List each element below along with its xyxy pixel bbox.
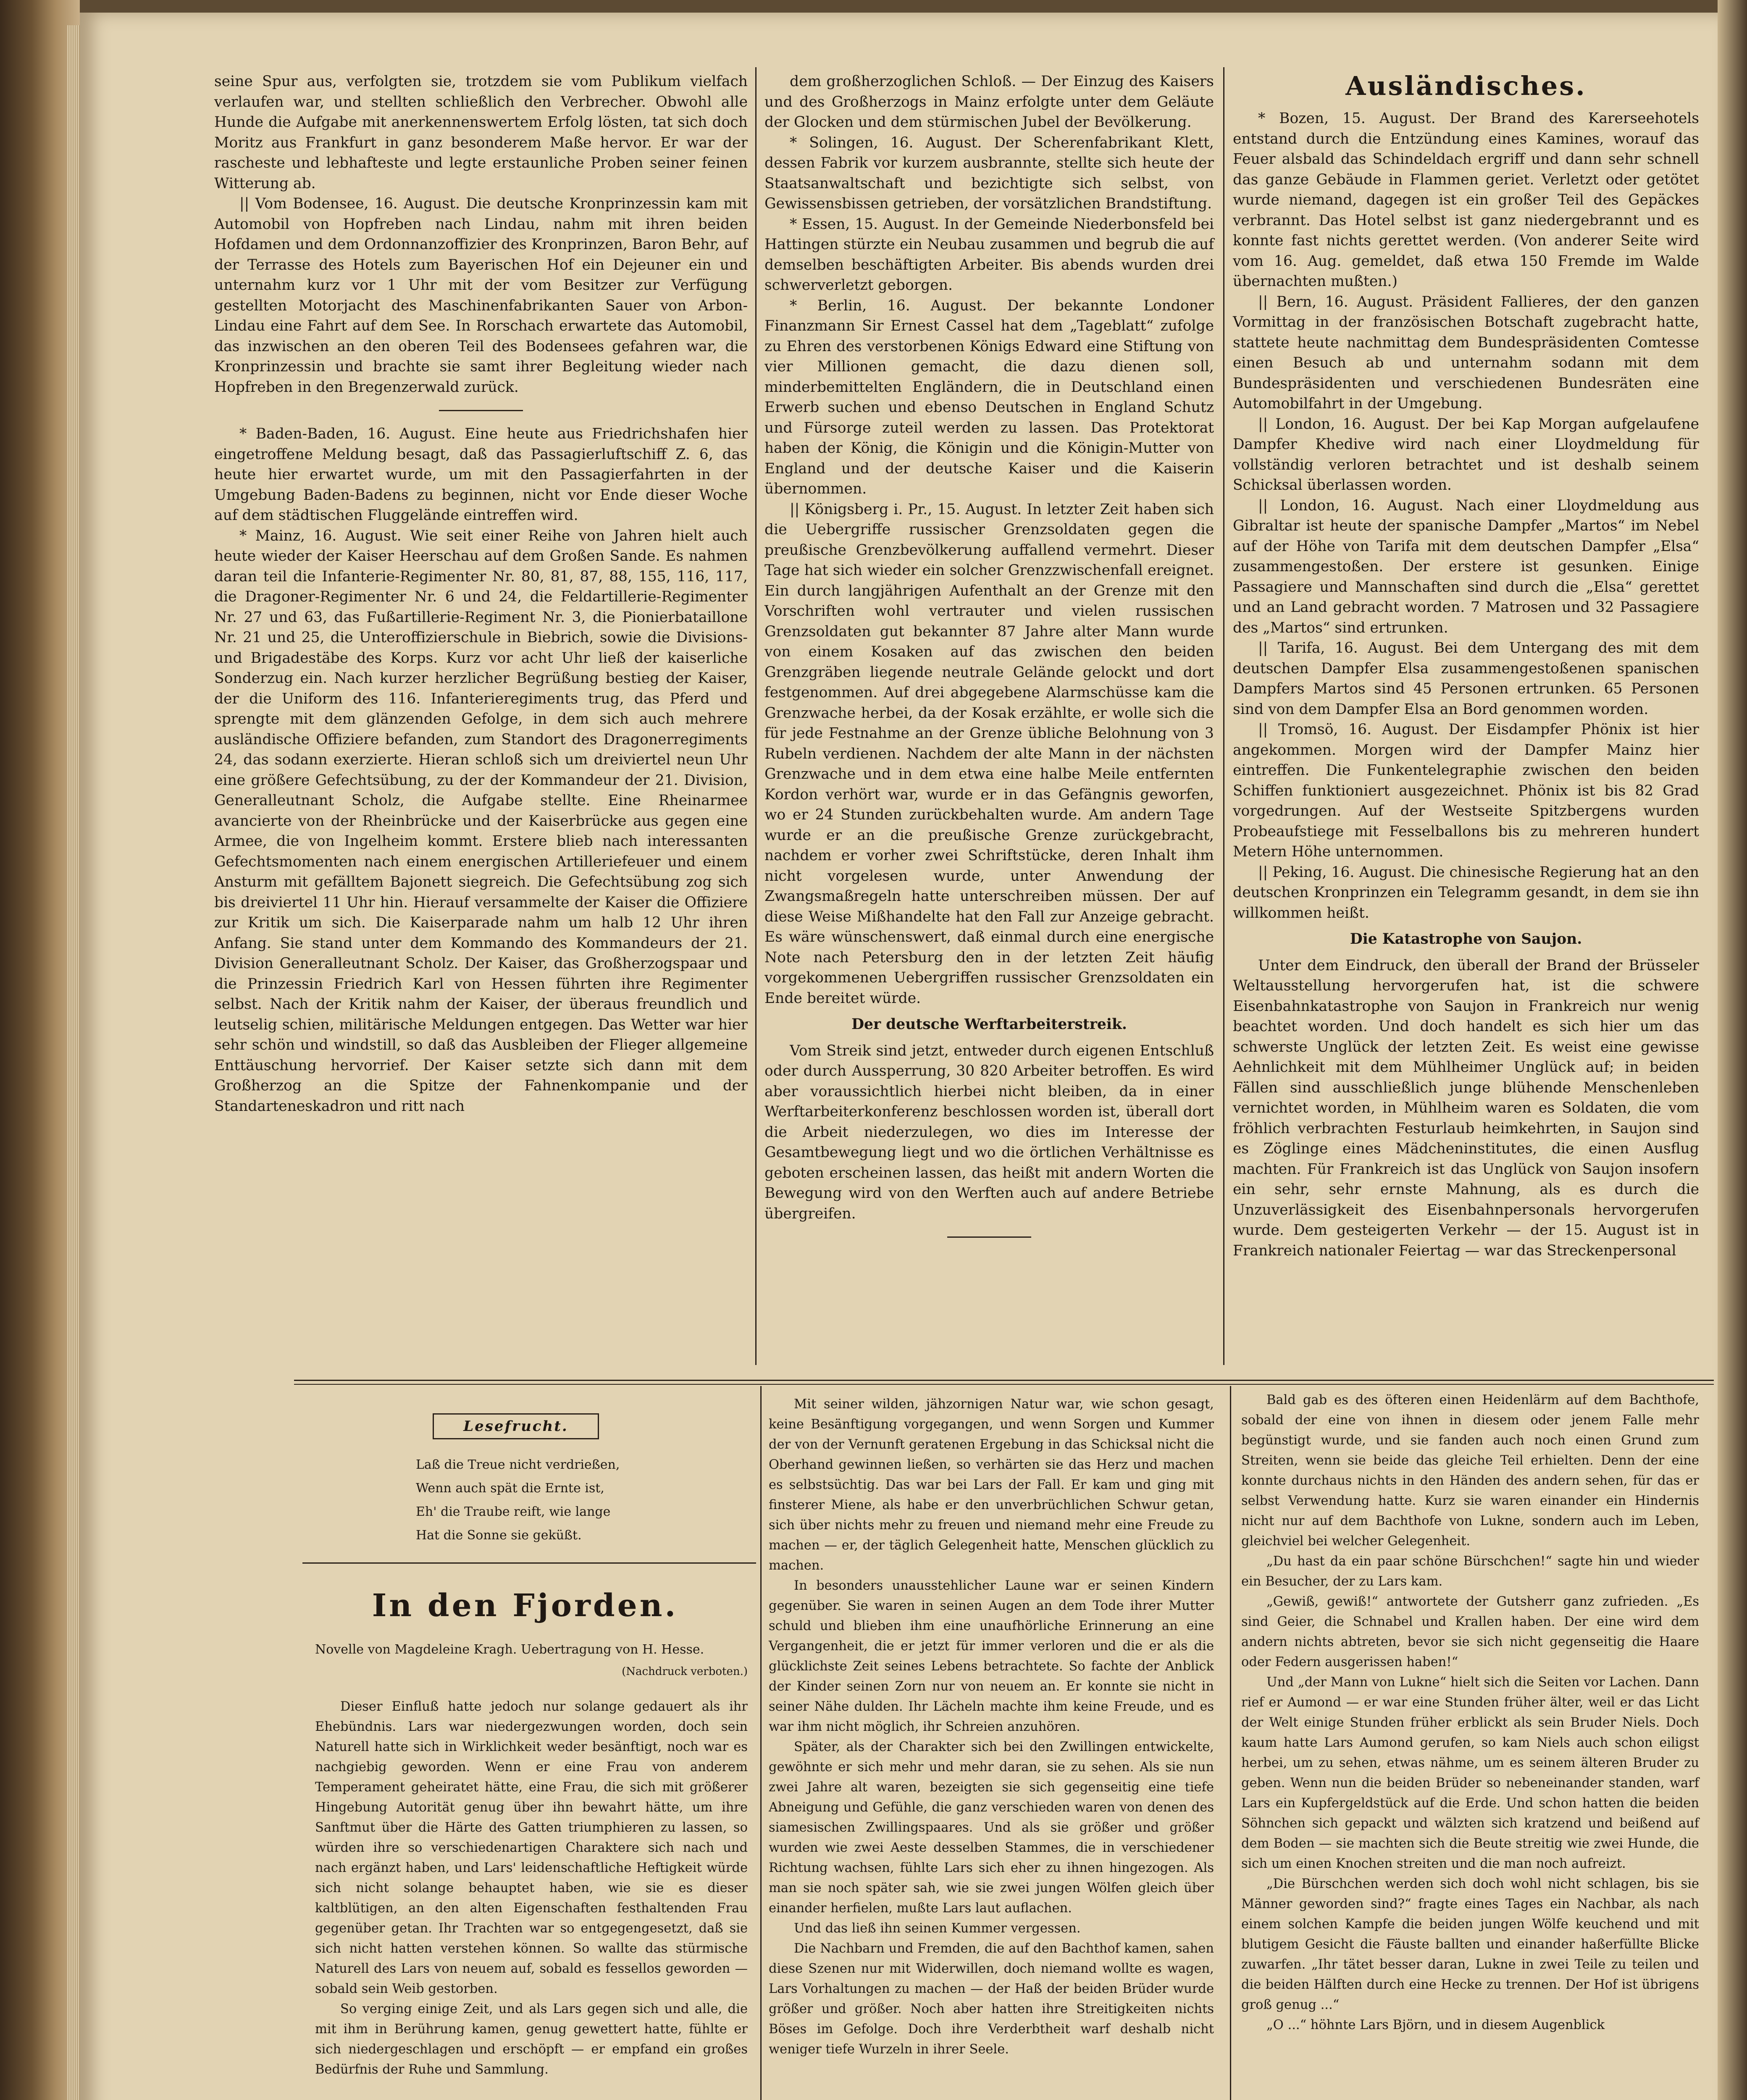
article-paragraph: Die Nachbarn und Fremden, die auf den Bachthof kamen, sahen diese Szenen nur mit Widerwillen, doch niemand wollte es wagen, Lars Vorhaltungen zu machen — der Haß der beiden Brüder wurde größer und größer. Noch aber hatten ihre Streitigkeiten nichts Böses im Gefolge. Doch ihre Verderbtheit warf deshalb nicht weniger tiefe Wurzeln in ihrer Seele. <box>769 1941 1214 2057</box>
story-column-2 <box>769 1394 1214 2060</box>
article-paragraph: || Bern, 16. August. Präsident Fallieres, der den ganzen Vormittag in der französischen Botschaft zugebracht hatte, stattete heute nachmittag dem Bundespräsidenten Comtesse einen Besuch ab und unternahm sodann mit dem Bundespräsidenten und verschiedenen Bundesräten eine Automobilfahrt in der Umgebung. <box>1233 293 1699 412</box>
section-heading-werftarbeiterstreik: Der deutsche Werftarbeiterstreik. <box>851 1016 1127 1033</box>
column-2 <box>764 71 1214 1250</box>
article-paragraph: * Bozen, 15. August. Der Brand des Karerseehotels entstand durch die Entzündung eines Kamines, worauf das Feuer alsbald das Schindeldach ergriff und dann sehr schnell das ganze Gebäude in Flammen geriet. Verletzt oder getötet wurde niemand, dagegen ist ein großer Teil des Gepäckes verbrannt. Das Hotel selbst ist ganz niedergebrannt und es konnte fast nichts gerettet werden. (Von anderer Seite wird vom 16. Aug. gemeldet, daß etwa 150 Fremde im Walde übernachten mußten.) <box>1233 110 1699 290</box>
article-paragraph: * Solingen, 16. August. Der Scherenfabrikant Klett, dessen Fabrik vor kurzem ausbrannte, stellte sich heute der Staatsanwaltschaft und bezichtigte sich selbst, von Gewissensbissen getrieben, der vorsätzlichen Brandstiftung. <box>764 134 1214 212</box>
story-title: In den Fjorden. <box>372 1588 678 1624</box>
poem-line: Wenn auch spät die Ernte ist, <box>416 1481 604 1496</box>
article-paragraph: || London, 16. August. Nach einer Lloydmeldung aus Gibraltar ist heute der spanische Dampfer „Martos“ im Nebel auf der Höhe von Tarifa mit dem deutschen Dampfer „Elsa“ zusammengestoßen. Der erstere ist gesunken. Einige Passagiere und Mannschaften sind durch die „Elsa“ gerettet und an Land gebracht worden. 7 Matrosen und 32 Passagiere des „Martos“ sind ertrunken. <box>1233 497 1699 636</box>
column-3 <box>1233 71 1699 1261</box>
section-title-auslaendisches: Ausländisches. <box>1345 71 1587 101</box>
article-paragraph: Bald gab es des öfteren einen Heidenlärm auf dem Bachthofe, sobald der eine von ihnen in diesem oder jenem Falle mehr begünstigt wurde, und sie fanden auch noch einen Grund zum Streiten, wenn sie beide das gleiche Teil erhielten. Denn der eine konnte durchaus nichts in den Händen des andern sehen, für das er selbst Verwendung hatte. Kurz sie waren einander ein Hindernis nicht nur auf dem Bachthofe von Lukne, sondern auch im Leben, gleichviel bei welcher Gelegenheit. <box>1241 1393 1699 1549</box>
story-byline: Novelle von Magdeleine Kragh. Uebertragung von H. Hesse. <box>315 1642 704 1657</box>
lesefrucht-title: Lesefrucht. <box>433 1413 599 1439</box>
feuilleton-separator <box>294 1380 1714 1381</box>
article-paragraph: In besonders unausstehlicher Laune war er seinen Kindern gegenüber. Sie waren in seinen Augen an dem Tode ihrer Mutter schuld und blieben ihm eine unaufhörliche Erinnerung an eine Vergangenheit, die er jetzt für immer verloren und die er als die glücklichste Zeit seines Lebens betrachtete. So fachte der Anblick der Kinder seinen Zorn nur von neuem an. Er konnte sie nicht in seiner Nähe dulden. Ihr Lächeln machte ihm keine Freude, und es war ihm nicht möglich, ihr Schreien anzuhören. <box>769 1578 1214 1734</box>
column-divider <box>760 1386 762 2100</box>
article-paragraph: Und „der Mann von Lukne“ hielt sich die Seiten vor Lachen. Dann rief er Aumond — er war eine Stunden früher älter, weil er das Licht der Welt einige Stunden früher erblickt als sein Bruder Niels. Doch kaum hatte Lars Aumond gerufen, so kam Niels auch schon eiligst herbei, um zu sehen, etwas nähme, um es seinem älteren Bruder zu geben. Wenn nun die beiden Brüder so nebeneinander standen, warf Lars ein Kupfergeldstück auf die Erde. Und schon hatten die beiden Söhnchen sich gepackt und wälzten sich kratzend und beißend auf dem Boden — sie machten sich die Beute streitig wie zwei Hunde, die sich um einen Knochen streiten und die man noch aufreizt. <box>1241 1675 1699 1871</box>
article-paragraph: seine Spur aus, verfolgten sie, trotzdem sie vom Publikum vielfach verlaufen war, und stellten schließlich den Verbrecher. Obwohl alle Hunde die Aufgabe mit anerkennenswertem Erfolg lösten, tat sich doch Moritz aus Frankfurt in ganz besonderem Maße hervor. Er war der rascheste und lebhafteste und legte erstaunliche Proben seiner feinen Witterung ab. <box>214 73 748 192</box>
article-paragraph: „Du hast da ein paar schöne Bürschchen!“ sagte hin und wieder ein Besucher, der zu Lars kam. <box>1241 1554 1699 1589</box>
article-paragraph: Unter dem Eindruck, den überall der Brand der Brüsseler Weltausstellung hervorgerufen hat, ist die schwere Eisenbahnkatastrophe von Saujon in Frankreich nur wenig beachtet worden. Und doch handelt es sich hier um das schwerste Unglück der letzten Zeit. Es weist eine gewisse Aehnlichkeit mit dem Mühlheimer Unglück auf; in beiden Fällen sind ausschließlich junge blühende Menschenleben vernichtet worden, in Mühlheim waren es Soldaten, die vom fröhlich verbrachten Festurlaub heimkehrten, in Saujon sind es Zöglinge eines Mädcheninstitutes, die einen Ausflug machten. Für Frankreich ist das Unglück von Saujon insofern ein sehr, sehr ernste Mahnung, als es durch die Unzuverlässigkeit des Eisenbahnpersonals hervorgerufen wurde. Dem gesteigerten Verkehr — der 15. August ist in Frankreich nationaler Feiertag — war das Streckenpersonal <box>1233 957 1699 1259</box>
column-1 <box>214 71 748 1116</box>
right-page-edge <box>1718 0 1747 2100</box>
column-divider <box>1230 1386 1231 2100</box>
article-paragraph: Und das ließ ihn seinen Kummer vergessen. <box>794 1921 1081 1936</box>
article-paragraph: * Berlin, 16. August. Der bekannte Londoner Finanzmann Sir Ernest Cassel hat dem „Tageblatt“ zufolge zu Ehren des verstorbenen Königs Edward eine Stiftung von vier Millionen gemacht, die dazu dienen soll, minderbemittelten Engländern, die in Deutschland einen Erwerb suchen und ebenso Deutschen in England Schutz und Fürsorge zuteil werden zu lassen. Das Protektorat haben der König, die Königin und die Königin-Mutter von England und der deutsche Kaiser und die Kaiserin übernommen. <box>764 297 1214 497</box>
poem <box>416 1453 710 1547</box>
article-paragraph: * Mainz, 16. August. Wie seit einer Reihe von Jahren hielt auch heute wieder der Kaiser Heerschau auf dem Großen Sande. Es nahmen daran teil die Infanterie-Regimenter Nr. 80, 81, 87, 88, 155, 116, 117, die Dragoner-Regimenter Nr. 6 und 24, die Feldartillerie-Regimenter Nr. 27 und 63, das Fußartillerie-Regiment Nr. 3, die Pionierbataillone Nr. 21 und 25, die Unteroffizierschule in Biebrich, sowie die Divisions- und Brigadestäbe des Korps. Kurz vor acht Uhr ließ der kaiserliche Sonderzug ein. Nach kurzer herzlicher Begrüßung bestieg der Kaiser, der die Uniform des 116. Infanterieregiments trug, das Pferd und sprengte mit dem glänzenden Gefolge, in dem sich auch mehrere ausländische Offiziere befanden, zum Standort des Dragonerregiments 24, das sodann exerzierte. Hieran schloß sich um dreiviertel neun Uhr eine größere Gefechtsübung, zu der der Kommandeur der 21. Division, Generalleutnant Scholz, die Aufgabe stellte. Eine Rheinarmee avancierte von der Rheinbrücke und der Kaiserbrücke aus gegen eine Armee, die von Ingelheim kommt. Erstere blieb nach interessanten Gefechtsmomenten nach einem energischen Artilleriefeuer und einem Ansturm mit gefälltem Bajonett siegreich. Die Gefechtsübung zog sich bis dreiviertel 11 Uhr hin. Hierauf versammelte der Kaiser die Offiziere zur Kritik um sich. Die Kaiserparade nahm um halb 12 Uhr ihren Anfang. Sie stand unter dem Kommando des Kommandeurs der 21. Division Generalleutnant Scholz. Der Kaiser, das Großherzogspaar und die Prinzessin Friedrich Karl von Hessen führten ihre Regimenter selbst. Nach der Kritik nahm der Kaiser, der überaus freundlich und leutselig schien, militärische Meldungen entgegen. Das Wetter war hier sehr schön und windstill, so daß das Ausbleiben der Flieger allgemeine Enttäuschung hervorrief. Der Kaiser setzte sich dann mit dem Großherzog an die Spitze der Fahnenkompanie und der Standarteneskadron und ritt nach <box>214 527 748 1115</box>
poem-line: Eh' die Traube reift, wie lange <box>416 1504 611 1519</box>
separator-rule <box>439 410 523 411</box>
article-paragraph: || Peking, 16. August. Die chinesische Regierung hat an den deutschen Kronprinzen ein Telegramm gesandt, in dem sie ihn willkommen heißt. <box>1233 864 1699 921</box>
article-paragraph: dem großherzoglichen Schloß. — Der Einzug des Kaisers und des Großherzogs in Mainz erfolgte unter dem Geläute der Glocken und dem stürmischen Jubel der Bevölkerung. <box>764 73 1214 131</box>
section-heading-saujon: Die Katastrophe von Saujon. <box>1350 931 1582 948</box>
article-paragraph: Vom Streik sind jetzt, entweder durch eigenen Entschluß oder durch Aussperrung, 30 820 Arbeiter betroffen. Es wird aber voraussichtlich hierbei nicht bleiben, da in einer Werftarbeiterkonferenz beschlossen worden ist, überall dort die Arbeit niederzulegen, wo dies im Interesse der Gesamtbewegung liegt und wo die örtlichen Verhältnisse es geboten erscheinen lassen, das heißt mit andern Worten die Bewegung wird von den Werften auch auf andere Betriebe übergreifen. <box>764 1042 1214 1222</box>
story-column-3 <box>1241 1390 1699 2035</box>
copyright-note: (Nachdruck verboten.) <box>622 1665 748 1678</box>
feuilleton-separator-thin <box>294 1384 1714 1385</box>
article-paragraph: Später, als der Charakter sich bei den Zwillingen entwickelte, gewöhnte er sich mehr und mehr daran, sie zu sehen. Als sie nun zwei Jahre alt waren, bezeigten sie sich gegenseitig eine tiefe Abneigung und Gefühle, die ganz verschieden waren von denen des siamesischen Zwillingspaares. Und als sie größer und größer wurden wie zwei Aeste desselben Stammes, die in verschiedener Richtung wachsen, fühlte Lars sich eher zu ihnen hingezogen. Als man sie noch später sah, wie sie zwei jungen Wölfen gleich über einander herfielen, mußte Lars laut auflachen. <box>769 1740 1214 1916</box>
column-divider <box>755 67 757 1365</box>
separator-rule <box>947 1236 1031 1238</box>
article-paragraph: || Königsberg i. Pr., 15. August. In letzter Zeit haben sich die Uebergriffe russischer Grenzsoldaten gegen die preußische Grenzbevölkerung auffallend vermehrt. Dieser Tage hat sich wieder ein solcher Grenzzwischenfall ereignet. Ein durch langjährigen Aufenthalt an der Grenze mit den Vorschriften wohl vertrauter und vielen russischen Grenzsoldaten gut bekannter 87 Jahre alter Mann wurde von einem Kosaken auf das zwischen den beiden Grenzgräben liegende neutrale Gelände gelockt und dort festgenommen. Auf drei abgegebene Alarmschüsse kam die Grenzwache herbei, da der Kosak erzählte, er wolle sich die für jede Festnahme an der Grenze übliche Belohnung von 3 Rubeln verdienen. Nachdem der alte Mann in der nächsten Grenzwache und in dem etwa eine halbe Meile entfernten Kordon verhört war, wurde er in das Gefängnis geworfen, wo er 24 Stunden zurückbehalten wurde. Am andern Tage wurde er an die preußische Grenze zurückgebracht, nachdem er vorher zwei Schriftstücke, deren Inhalt ihm nicht vorgelesen wurde, unter Anwendung der Zwangsmaßregeln hatte unterschreiben müssen. Der auf diese Weise Mißhandelte hat den Fall zur Anzeige gebracht. Es wäre wünschenswert, daß einmal durch eine energische Note nach Petersburg den in der letzten Zeit häufig vorgekommenen Uebergriffen russischer Grenzsoldaten ein Ende bereitet würde. <box>764 501 1214 1007</box>
poem-line: Hat die Sonne sie geküßt. <box>416 1528 582 1543</box>
article-paragraph: || Vom Bodensee, 16. August. Die deutsche Kronprinzessin kam mit Automobil von Hopfreben nach Lindau, nahm mit ihren beiden Hofdamen und dem Ordonnanzoffizier des Kronprinzen, Baron Behr, auf der Terrasse des Hotels zum Bayerischen Hof ein Dejeuner ein und unternahm kurz vor 1 Uhr mit der vom Besitzer zur Verfügung gestellten Motorjacht des Maschinenfabrikanten Sauer von Arbon-Lindau eine Fahrt auf dem See. In Rorschach erwartete das Automobil, das inzwischen an den oberen Teil des Bodensees gefahren war, die Kronprinzessin und brachte sie samt ihrer Begleitung wieder nach Hopfreben in den Bregenzerwald zurück. <box>214 195 748 396</box>
story-column-1 <box>315 1697 748 2080</box>
article-paragraph: || Tarifa, 16. August. Bei dem Untergang des mit dem deutschen Dampfer Elsa zusammengestoßenen spanischen Dampfers Martos sind 45 Personen ertrunken. 65 Personen sind von dem Dampfer Elsa an Bord genommen worden. <box>1233 640 1699 718</box>
column-divider <box>1223 67 1224 1365</box>
article-paragraph: „O ...“ höhnte Lars Björn, und in diesem Augenblick <box>1266 2018 1605 2032</box>
article-paragraph: „Die Bürschchen werden sich doch wohl nicht schlagen, bis sie Männer geworden sind?“ fragte eines Tages ein Nachbar, als nach einem solchen Kampfe die beiden jungen Wölfe keuchend und mit blutigem Gesicht die Fäuste ballten und einander haßerfüllte Blicke zuwarfen. „Ihr tätet besser daran, Lukne in zwei Teile zu teilen und die beiden Hälften durch eine Hecke zu trennen. Der Hof ist übrigens groß genug ...“ <box>1241 1877 1699 2012</box>
article-paragraph: Mit seiner wilden, jähzornigen Natur war, wie schon gesagt, keine Besänftigung vorgegangen, und wenn Sorgen und Kummer der von der Vernunft geratenen Ergebung in das Schicksal nicht die Oberhand gewinnen ließen, so verhärten sie das Herz und machen es selbstsüchtig. Das war bei Lars der Fall. Er kam und ging mit finsterer Miene, als habe er den unverbrüchlichen Schwur getan, sich über nichts mehr zu freuen und niemand mehr eine Freude zu machen — er, der täglich Gelegenheit hatte, Menschen glücklich zu machen. <box>769 1397 1214 1573</box>
article-paragraph: So verging einige Zeit, und als Lars gegen sich und alle, die mit ihm in Berührung kamen, genug gewettert hatte, fühlte er sich niedergeschlagen und erschöpft — er empfand ein großes Bedürfnis der Ruhe und Sammlung. <box>315 2002 748 2077</box>
poem-line: Laß die Treue nicht verdrießen, <box>416 1457 620 1472</box>
article-paragraph: * Baden-Baden, 16. August. Eine heute aus Friedrichshafen hier eingetroffene Meldung besagt, daß das Passagierluftschiff Z. 6, das heute hier erwartet wurde, um mit den Passagierfahrten in der Umgebung Baden-Badens zu beginnen, nicht vor Ende dieser Woche auf dem städtischen Fluggelände eintreffen wird. <box>214 425 748 524</box>
article-paragraph: * Essen, 15. August. In der Gemeinde Niederbonsfeld bei Hattingen stürzte ein Neubau zusammen und begrub die auf demselben beschäftigten Arbeiter. Bis abends wurden drei schwerverletzt geborgen. <box>764 215 1214 294</box>
article-paragraph: || Tromsö, 16. August. Der Eisdampfer Phönix ist hier angekommen. Morgen wird der Dampfer Mainz hier eintreffen. Die Funkentelegraphie zwischen den beiden Schiffen funktioniert ausgezeichnet. Phönix ist bis 82 Grad vorgedrungen. Auf der Westseite Spitzbergens wurden Probeaufstiege mit Fesselballons bis zu mehreren hundert Metern Höhe unternommen. <box>1233 721 1699 860</box>
article-paragraph: „Gewiß, gewiß!“ antwortete der Gutsherr ganz zufrieden. „Es sind Geier, die Schnabel und Krallen haben. Der eine wird dem andern nichts abtreten, bevor sie sich nicht gegenseitig die Haare oder Federn ausgerissen haben!“ <box>1241 1594 1699 1670</box>
article-paragraph: || London, 16. August. Der bei Kap Morgan aufgelaufene Dampfer Khedive wird nach einer Lloydmeldung für vollständig verloren betrachtet und ist deshalb seinem Schicksal überlassen worden. <box>1233 415 1699 494</box>
article-paragraph: Dieser Einfluß hatte jedoch nur solange gedauert als ihr Ehebündnis. Lars war niedergezwungen worden, doch sein Naturell hatte sich in Wirklichkeit weder besänftigt, noch war es nachgiebig geworden. Wenn er eine Frau von anderem Temperament geheiratet hätte, eine Frau, die sich mit größerer Hingebung Autorität genug über ihn bewahrt hätte, um ihre Sanftmut über die Härte des Gatten triumphieren zu lassen, so würden ihre so verschiedenartigen Charaktere sich nach und nach ergänzt haben, und Lars' leidenschaftliche Heftigkeit würde sich nicht solange behauptet haben, wie sie es dieser kaltblütigen, an den alten Eigenschaften festhaltenden Frau gegenüber getan. Ihr Trachten war so entgegengesetzt, daß sie sich nicht hatten verstehen können. So wallte das stürmische Naturell des Lars von neuem auf, sobald es fessellos geworden — sobald sein Weib gestorben. <box>315 1699 748 1996</box>
poem-separator <box>302 1562 756 1564</box>
